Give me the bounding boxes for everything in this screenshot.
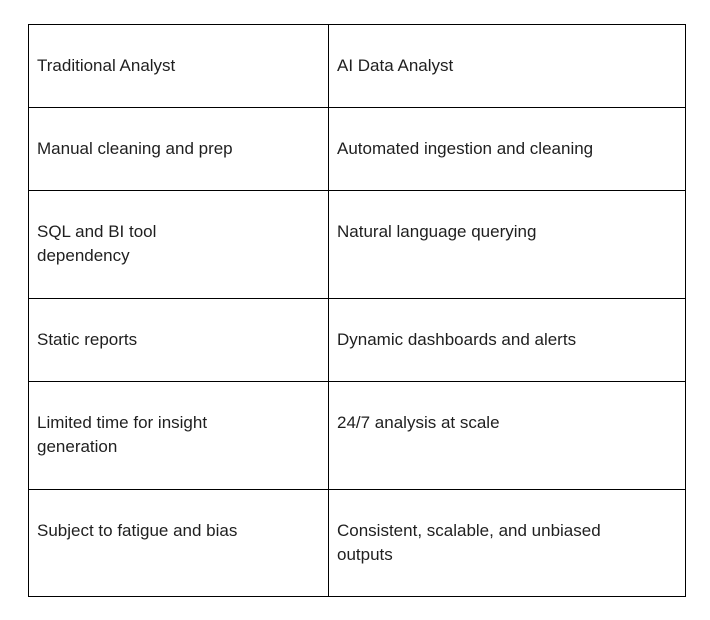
table-cell (29, 382, 329, 490)
table-cell: Manual cleaning and prep (29, 108, 329, 191)
table-cell: Natural language querying (329, 191, 686, 299)
comparison-table (28, 24, 686, 597)
table-cell: 24/7 analysis at scale (329, 382, 686, 490)
table-row (29, 299, 686, 382)
table-body (29, 25, 686, 597)
table-row (29, 382, 686, 490)
table-cell (329, 490, 686, 597)
table-cell: Static reports (29, 299, 329, 382)
table-cell: Dynamic dashboards and alerts (329, 299, 686, 382)
cell-text: Limited time for insight generation (37, 413, 208, 456)
table-row (29, 25, 686, 108)
table-cell (29, 191, 329, 299)
table-row (29, 191, 686, 299)
cell-text: SQL and BI tool dependency (37, 222, 157, 265)
table-cell: AI Data Analyst (329, 25, 686, 108)
table-cell: Automated ingestion and cleaning (329, 108, 686, 191)
cell-text: Consistent, scalable, and unbiased outputs (337, 521, 601, 564)
table-row (29, 108, 686, 191)
table-cell: Subject to fatigue and bias (29, 490, 329, 597)
table-cell: Traditional Analyst (29, 25, 329, 108)
table-row (29, 490, 686, 597)
